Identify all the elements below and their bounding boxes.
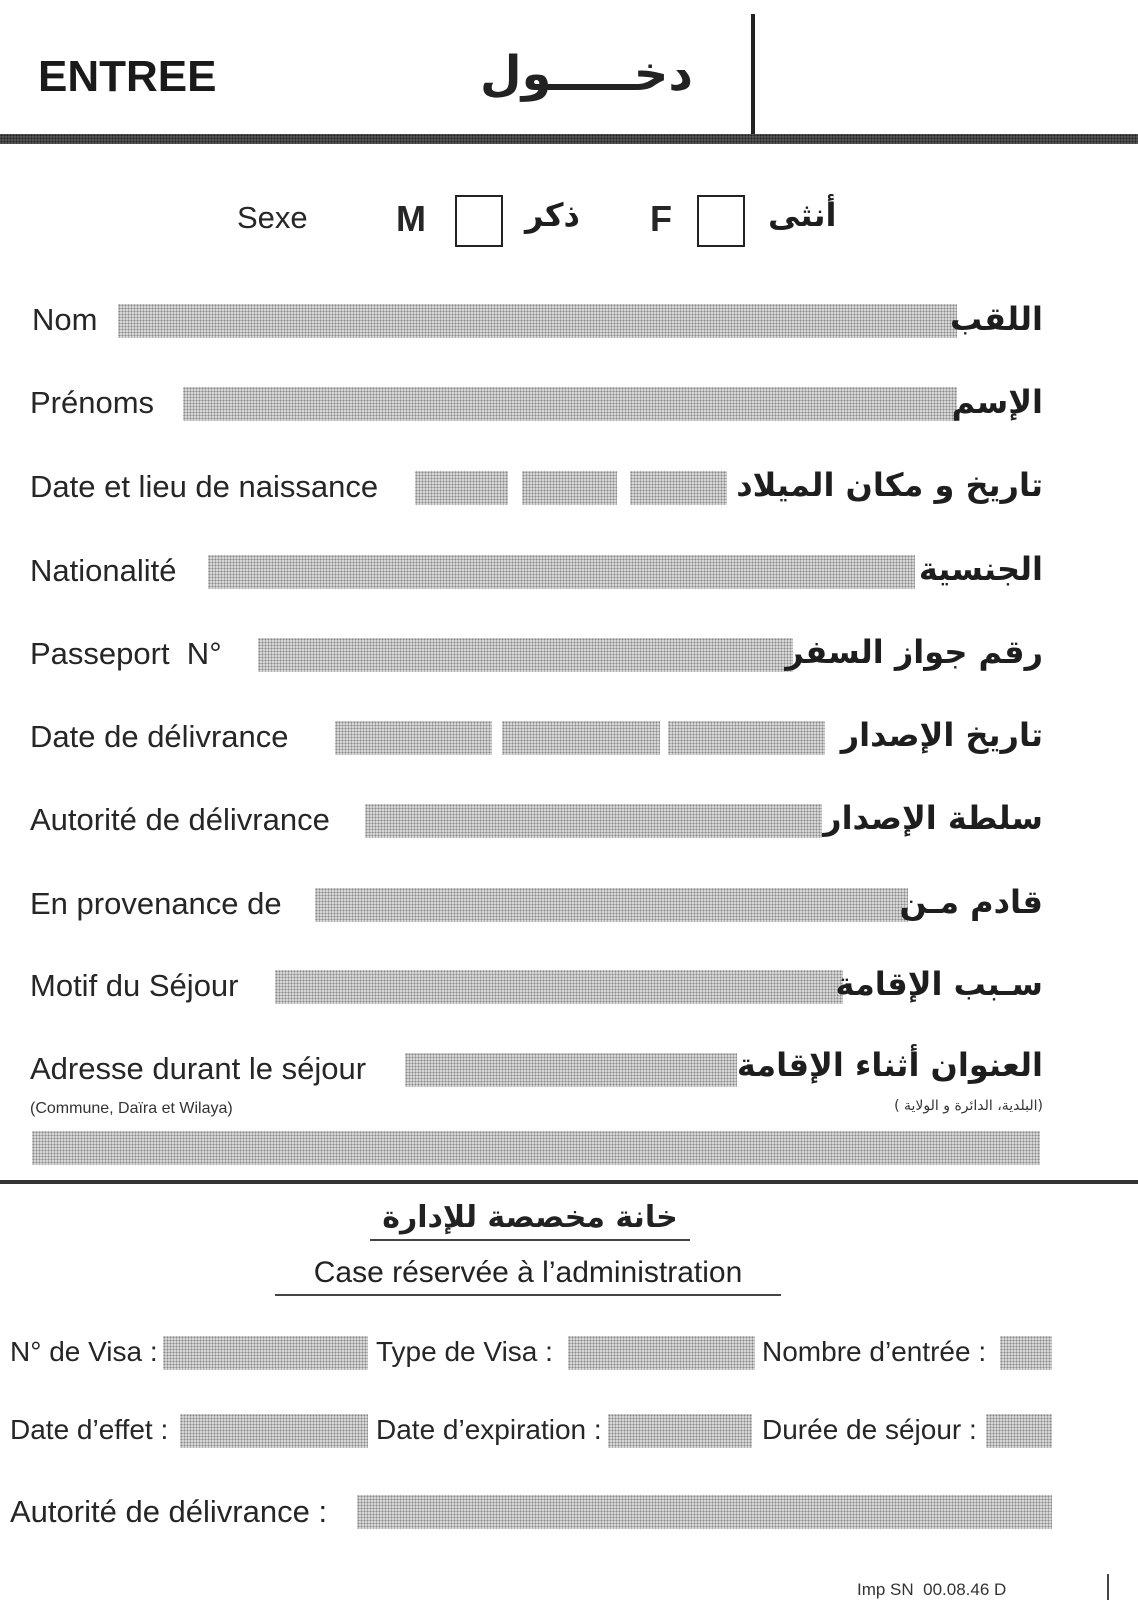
passport-label: Passeport N° (30, 636, 222, 671)
birth-month-field[interactable] (522, 471, 617, 505)
admin-authority-field[interactable] (357, 1495, 1052, 1529)
admin-title-ar: خانة مخصصة للإدارة (370, 1200, 690, 1241)
stay-reason-label: Motif du Séjour (30, 968, 239, 1003)
origin-field[interactable] (315, 888, 908, 922)
form-title-ar: دخـــــول (480, 46, 693, 102)
admin-title-fr: Case réservée à l’administration (275, 1256, 781, 1296)
effective-date-field[interactable] (180, 1414, 368, 1448)
male-label-ar: ذكر (525, 196, 580, 234)
nom-label: Nom (32, 302, 98, 337)
nom-label-ar: اللقب (950, 300, 1043, 338)
issue-month-field[interactable] (502, 721, 660, 755)
sex-label: Sexe (237, 200, 308, 235)
prenoms-label-ar: الإسم (951, 383, 1043, 421)
nationality-label: Nationalité (30, 553, 177, 588)
expiry-date-label: Date d’expiration : (376, 1414, 602, 1445)
issue-date-label-ar: تاريخ الإصدار (840, 716, 1043, 754)
entries-label: Nombre d’entrée : (762, 1336, 987, 1367)
prenoms-field[interactable] (183, 387, 957, 421)
issue-day-field[interactable] (335, 721, 492, 755)
stay-reason-field[interactable] (275, 970, 843, 1004)
visa-type-label: Type de Visa : (376, 1336, 553, 1367)
issuing-authority-label: Autorité de délivrance (30, 802, 330, 837)
form-title-fr: ENTREE (38, 52, 217, 101)
visa-number-label: N° de Visa : (10, 1336, 158, 1367)
birth-label: Date et lieu de naissance (30, 469, 379, 504)
entries-field[interactable] (1000, 1336, 1052, 1370)
birth-day-field[interactable] (415, 471, 508, 505)
header-divider (0, 134, 1138, 144)
birth-place-field[interactable] (630, 471, 727, 505)
nationality-field[interactable] (208, 555, 915, 589)
expiry-date-field[interactable] (608, 1414, 752, 1448)
header-vertical-divider (751, 14, 755, 136)
address-note: (Commune, Daïra et Wilaya) (30, 1100, 233, 1117)
male-label: M (396, 198, 426, 239)
nom-field[interactable] (118, 304, 957, 338)
passport-field[interactable] (258, 638, 793, 672)
nationality-label-ar: الجنسية (918, 550, 1043, 588)
address-note-ar: (البلدية، الدائرة و الولاية ) (894, 1098, 1043, 1114)
admin-divider (0, 1180, 1138, 1184)
admin-authority-label: Autorité de délivrance : (10, 1494, 328, 1529)
origin-label-ar: قادم مـن (899, 883, 1043, 921)
birth-label-ar: تاريخ و مكان الميلاد (736, 466, 1043, 504)
issue-year-field[interactable] (668, 721, 825, 755)
visa-number-field[interactable] (163, 1336, 368, 1370)
stay-duration-label: Durée de séjour : (762, 1414, 977, 1445)
passport-label-ar: رقم جواز السفر (785, 633, 1043, 671)
male-checkbox[interactable] (455, 195, 503, 247)
address-field[interactable] (405, 1053, 737, 1087)
stay-reason-label-ar: سـبب الإقامة (835, 965, 1043, 1003)
female-checkbox[interactable] (697, 195, 745, 247)
female-label: F (650, 198, 672, 239)
origin-label: En provenance de (30, 886, 282, 921)
address-label: Adresse durant le séjour (30, 1051, 367, 1086)
margin-tick (1107, 1574, 1109, 1600)
issue-date-label: Date de délivrance (30, 719, 289, 754)
prenoms-label: Prénoms (30, 385, 155, 420)
stay-duration-field[interactable] (986, 1414, 1052, 1448)
address-line-field[interactable] (32, 1131, 1040, 1165)
address-label-ar: العنوان أثناء الإقامة (736, 1046, 1043, 1084)
issuing-authority-label-ar: سلطة الإصدار (823, 799, 1043, 837)
effective-date-label: Date d’effet : (10, 1414, 169, 1445)
visa-type-field[interactable] (568, 1336, 755, 1370)
imprint: Imp SN 00.08.46 D (857, 1580, 1007, 1599)
female-label-ar: أنثى (768, 196, 837, 234)
issuing-authority-field[interactable] (365, 804, 822, 838)
